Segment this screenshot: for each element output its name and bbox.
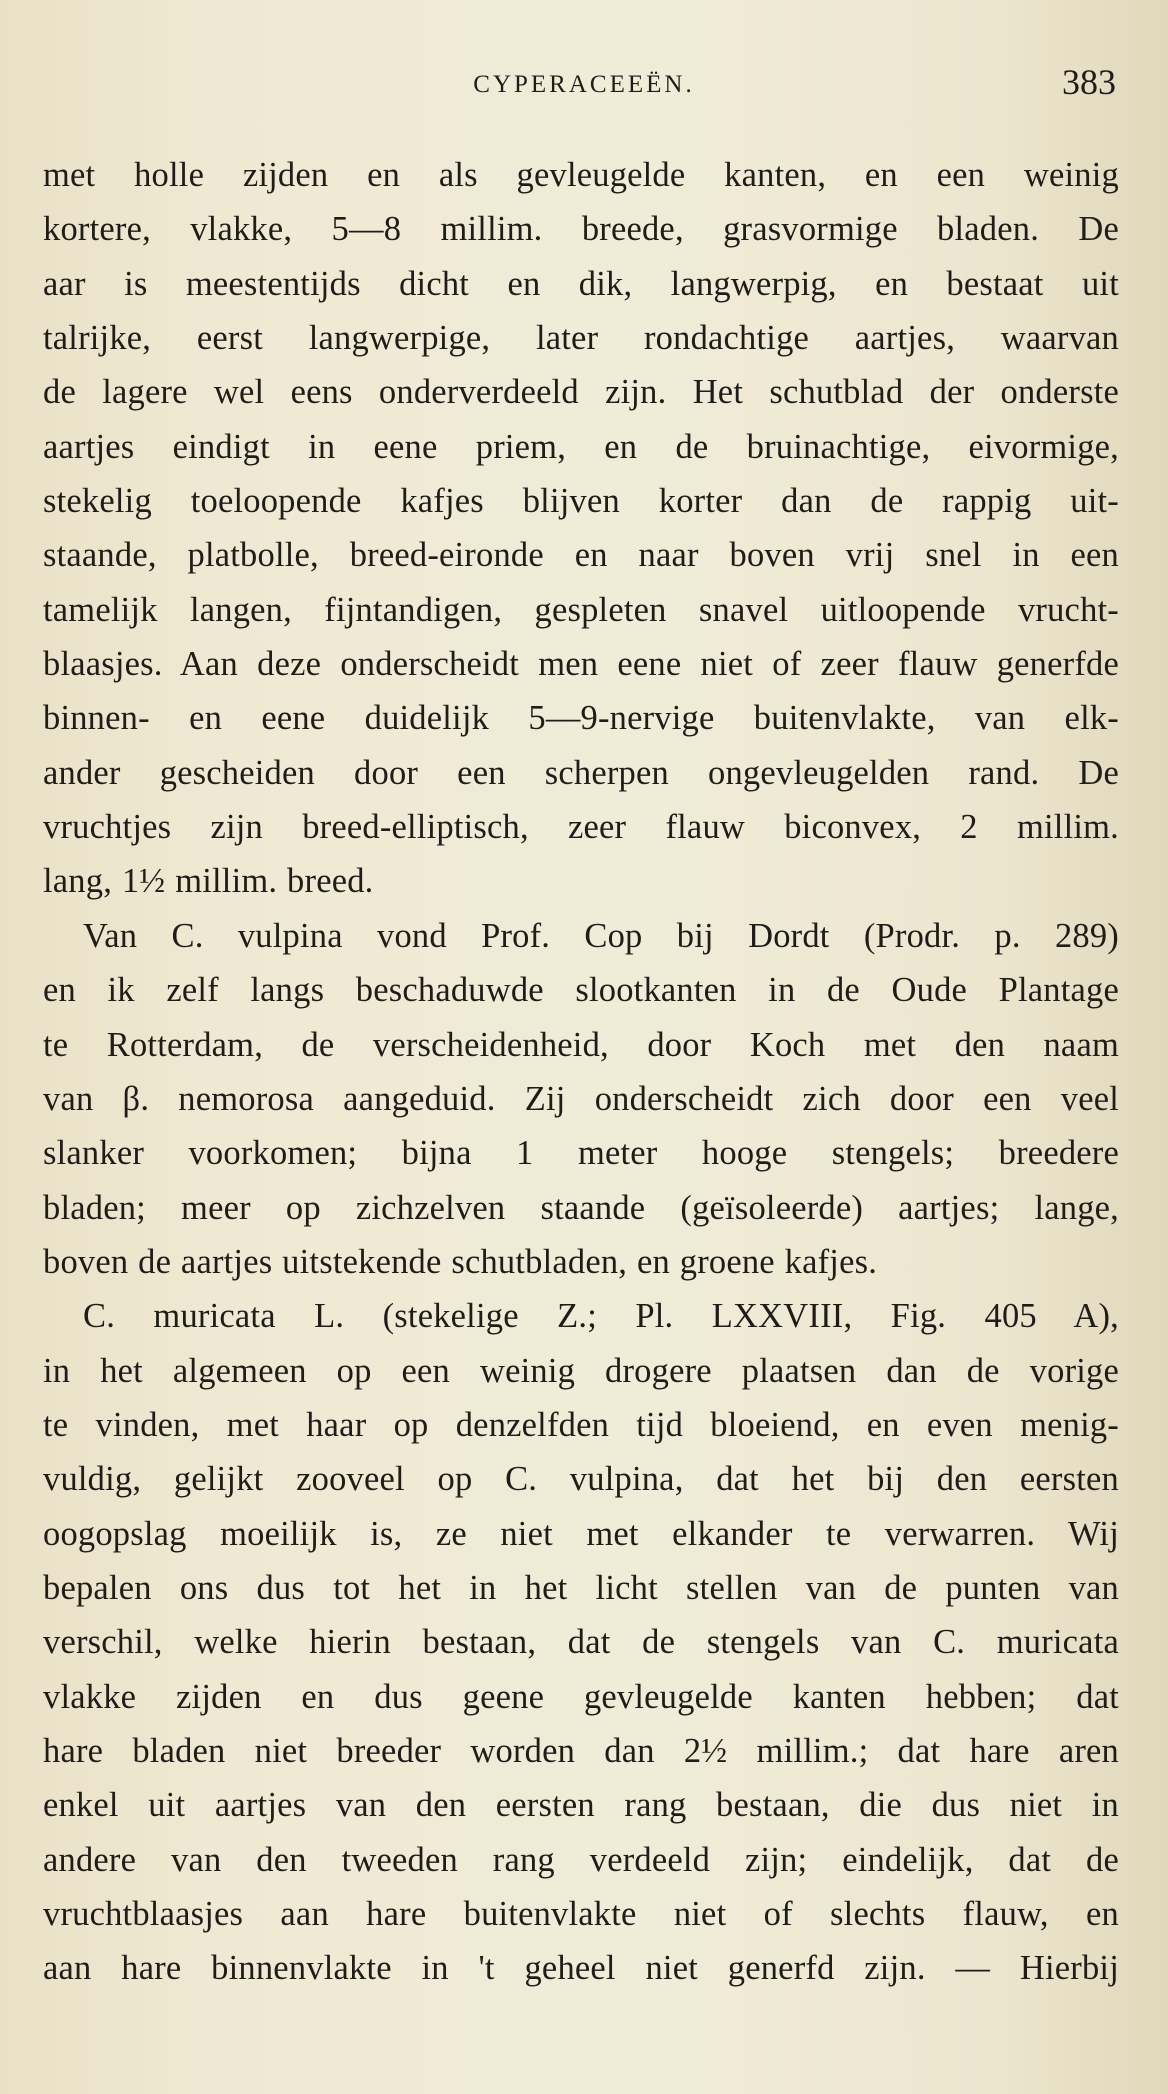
text-line: vruchtjes zijn breed-elliptisch, zeer flauw biconvex, 2 millim.: [43, 808, 1119, 847]
text-line: van β. nemorosa aangeduid. Zij onderscheidt zich door een veel: [43, 1079, 1119, 1118]
text-line: te Rotterdam, de verscheidenheid, door Koch met den naam: [43, 1025, 1119, 1064]
text-line: tamelijk langen, fijntandigen, gespleten snavel uitloopende vrucht-: [43, 590, 1119, 629]
text-line: andere van den tweeden rang verdeeld zijn; eindelijk, dat de: [43, 1840, 1119, 1879]
text-line: bladen; meer op zichzelven staande (geïsoleerde) aartjes; lange,: [43, 1188, 1119, 1227]
text-line: lang, 1½ millim. breed.: [43, 862, 374, 901]
page-number: 383: [1062, 62, 1116, 102]
text-line: blaasjes. Aan deze onderscheidt men eene niet of zeer flauw generfde: [43, 645, 1119, 684]
text-line: stekelig toeloopende kafjes blijven korter dan de rappig uit-: [43, 482, 1119, 521]
text-line: enkel uit aartjes van den eersten rang bestaan, die dus niet in: [43, 1786, 1119, 1825]
text-line: boven de aartjes uitstekende schutbladen, en groene kafjes.: [43, 1242, 878, 1281]
running-title: CYPERACEEËN.: [473, 71, 695, 98]
text-line: verschil, welke hierin bestaan, dat de stengels van C. muricata: [43, 1623, 1119, 1662]
text-line: vruchtblaasjes aan hare buitenvlakte niet of slechts flauw, en: [43, 1895, 1119, 1933]
text-line: met holle zijden en als gevleugelde kanten, en een weinig: [43, 156, 1119, 194]
text-line: staande, platbolle, breed-eironde en naar boven vrij snel in een: [43, 536, 1119, 575]
text-line: aartjes eindigt in eene priem, en de bruinachtige, eivormige,: [43, 427, 1119, 466]
text-line: slanker voorkomen; bijna 1 meter hooge stengels; breedere: [43, 1134, 1119, 1173]
text-line: in het algemeen op een weinig drogere plaatsen dan de vorige: [43, 1351, 1119, 1390]
text-line: bepalen ons dus tot het in het licht stellen van de punten van: [43, 1568, 1119, 1607]
text-line: binnen- en eene duidelijk 5—9-nervige buitenvlakte, van elk-: [43, 699, 1119, 738]
text-line: C. muricata L. (stekelige Z.; Pl. LXXVIII, Fig. 405 A),: [83, 1297, 1119, 1336]
text-line: vuldig, gelijkt zooveel op C. vulpina, dat het bij den eersten: [43, 1460, 1119, 1499]
text-line: talrijke, eerst langwerpige, later rondachtige aartjes, waarvan: [43, 319, 1119, 358]
text-line: de lagere wel eens onderverdeeld zijn. Het schutblad der onderste: [43, 373, 1119, 412]
text-line: aan hare binnenvlakte in 't geheel niet generfd zijn. — Hierbij: [43, 1949, 1119, 1988]
text-line: kortere, vlakke, 5—8 millim. breede, grasvormige bladen. De: [43, 210, 1119, 249]
text-line: te vinden, met haar op denzelfden tijd bloeiend, en even menig-: [43, 1405, 1119, 1444]
body-text: [43, 148, 1119, 1996]
text-line: hare bladen niet breeder worden dan 2½ millim.; dat hare aren: [43, 1731, 1119, 1770]
text-line: ander gescheiden door een scherpen ongevleugelden rand. De: [43, 753, 1119, 792]
text-line: vlakke zijden en dus geene gevleugelde kanten hebben; dat: [43, 1677, 1119, 1716]
text-line: oogopslag moeilijk is, ze niet met elkander te verwarren. Wij: [43, 1514, 1119, 1553]
text-line: en ik zelf langs beschaduwde slootkanten in de Oude Plantage: [43, 971, 1119, 1010]
page-header: [0, 62, 1168, 102]
text-line: Van C. vulpina vond Prof. Cop bij Dordt (Prodr. p. 289): [83, 916, 1119, 955]
text-line: aar is meestentijds dicht en dik, langwerpig, en bestaat uit: [43, 264, 1119, 303]
